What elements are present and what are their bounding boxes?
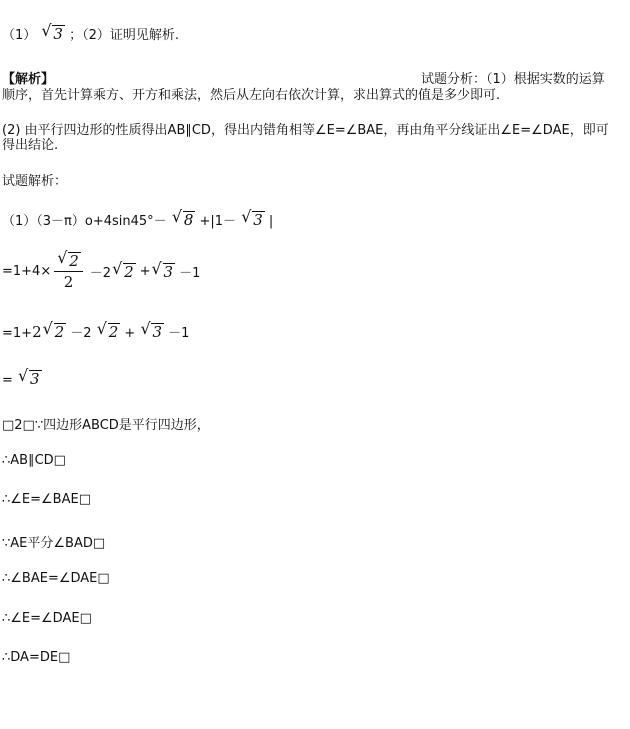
step-2 <box>2 248 201 291</box>
proof-line-2: ∴AB∥CD□ <box>2 453 66 468</box>
expr-part-a: （1）（3－π） <box>2 214 85 229</box>
step3-coef: 2 <box>32 323 42 341</box>
analysis-line2a: (2) 由平行四边形的性质得出AB∥CD，得出内错角相等∠E=∠BAE，再由角平分线证出∠E=∠DAE，即可 <box>2 123 609 138</box>
step2-part-b: －2 <box>89 266 112 281</box>
proof-line-4: ∵AE平分∠BAD□ <box>2 536 106 551</box>
expr-part-b: o+4sin45°－ <box>84 214 167 229</box>
proof-line-3: ∴∠E=∠BAE□ <box>2 492 91 507</box>
sqrt-2: √ 2 <box>96 319 119 341</box>
step3-part-b: －2 <box>70 326 92 341</box>
answer-line <box>2 21 180 43</box>
answer-part1-label: （1） <box>2 28 37 43</box>
expr-part-d: | <box>268 214 274 229</box>
step3-part-d: －1 <box>168 326 190 341</box>
analysis-header: 【解析】 <box>2 72 55 87</box>
step-4 <box>2 366 42 388</box>
proof-line-5: ∴∠BAE=∠DAE□ <box>2 571 110 586</box>
expr-part-c: +|1－ <box>199 214 237 229</box>
sqrt-3: √ 3 <box>151 258 174 281</box>
step2-part-a: =1+4× <box>2 264 52 279</box>
expression-line <box>2 207 274 229</box>
sqrt-3: √ 3 <box>18 366 40 388</box>
step3-part-a: =1+ <box>2 326 33 341</box>
fraction-sqrt2-over-2: √ 2 2 <box>54 252 83 291</box>
sqrt-2: √ 2 <box>42 319 65 341</box>
step3-part-c: + <box>124 326 136 341</box>
sqrt-8: √ 8 <box>171 207 194 229</box>
step2-part-c: + <box>139 264 151 279</box>
sqrt-3: √ 3 <box>140 319 162 341</box>
solution-heading: 试题解析： <box>2 174 68 189</box>
proof-line-7: ∴DA=DE□ <box>2 650 71 665</box>
proof-line-6: ∴∠E=∠DAE□ <box>2 611 92 626</box>
step4-part-a: = <box>2 373 13 388</box>
sqrt-3: √ 3 <box>241 207 263 229</box>
step2-part-d: －1 <box>179 266 201 281</box>
step-3 <box>2 319 190 341</box>
sqrt-3: √ 3 <box>41 21 63 43</box>
analysis-intro: 试题分析：（1）根据实数的运算 <box>421 72 605 87</box>
answer-part2-text: ；（2）证明见解析. <box>69 28 180 43</box>
analysis-line2b: 得出结论. <box>2 138 59 153</box>
proof-line-1: □2□∵四边形ABCD是平行四边形， <box>2 418 210 433</box>
analysis-line1: 顺序，首先计算乘方、开方和乘法，然后从左向右依次计算，求出算式的值是多少即可. <box>2 88 501 103</box>
sqrt-2: √ 2 <box>112 258 134 281</box>
